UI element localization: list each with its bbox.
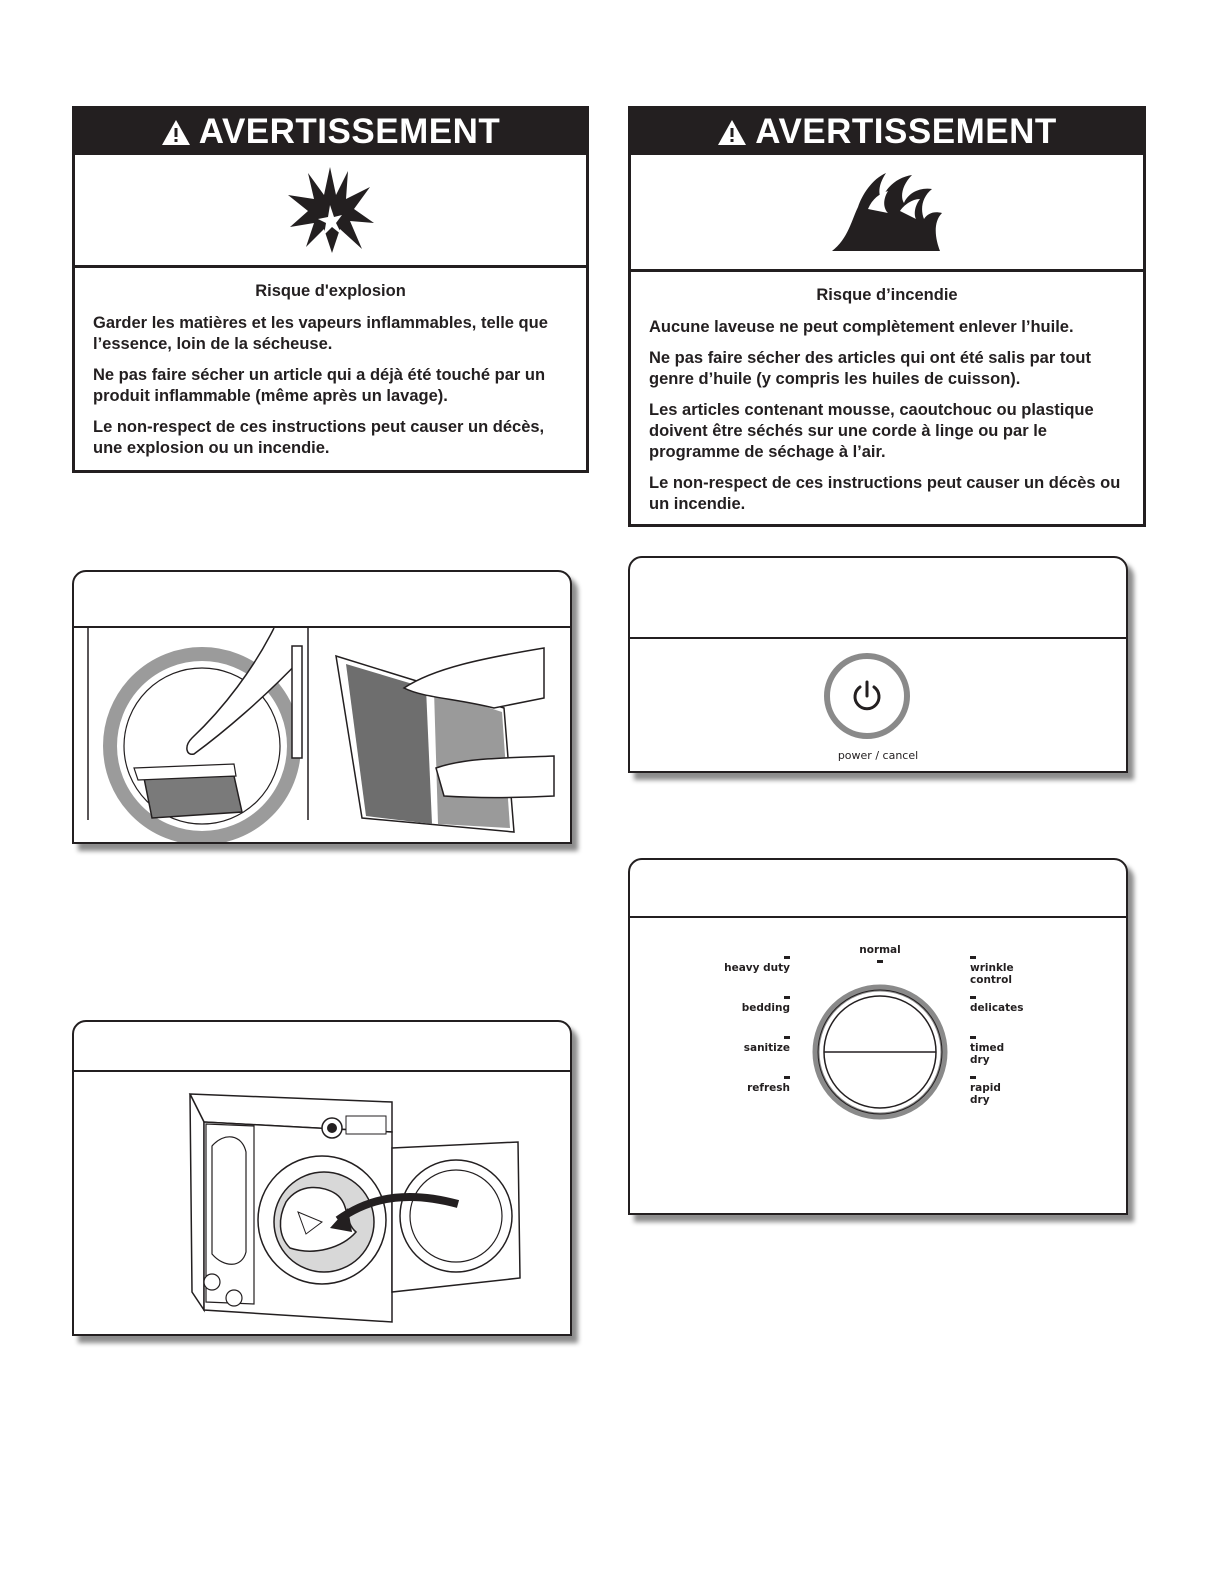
cycle-delicates[interactable] — [970, 996, 1040, 1014]
warning-paragraph: Le non-respect de ces instructions peut causer un décès, une explosion ou un incendie. — [93, 418, 545, 457]
warning-header-text: AVERTISSEMENT — [755, 112, 1057, 151]
explosion-pictogram — [75, 155, 586, 268]
warning-triangle-icon — [717, 119, 747, 146]
warning-title: Risque d'explosion — [255, 282, 406, 300]
cycle-label: bedding — [741, 1002, 790, 1014]
fire-pictogram — [631, 155, 1143, 272]
power-cancel-label: power / cancel — [837, 749, 919, 762]
cycle-timed-dry[interactable] — [970, 1036, 1040, 1066]
cycle-label: wrinkle control — [970, 962, 1014, 986]
warning-triangle-icon — [161, 119, 191, 146]
cycle-sanitize[interactable] — [720, 1036, 790, 1054]
cycle-knob-icon[interactable] — [812, 984, 948, 1120]
panel-header — [74, 1022, 570, 1072]
warning-paragraph: Les articles contenant mousse, caoutchouc ou plastique doivent être séchés sur une corde à linge ou par le programme de séchage à l’air. — [649, 401, 1094, 461]
cycle-label: rapid dry — [970, 1082, 1001, 1106]
power-panel — [628, 556, 1128, 773]
cycle-bedding[interactable] — [720, 996, 790, 1014]
warning-paragraph: Garder les matières et les vapeurs inflammables, telle que l’essence, loin de la sécheuse. — [93, 314, 548, 353]
dryer-loading-illustration — [74, 1072, 570, 1334]
lint-filter-panel — [72, 570, 572, 844]
warning-title: Risque d’incendie — [816, 286, 958, 304]
fire-icon — [828, 169, 946, 255]
explosion-icon — [286, 165, 376, 255]
cycle-wrinkle-control[interactable] — [970, 956, 1040, 986]
cycle-label: normal — [859, 944, 901, 956]
lint-filter-illustration — [74, 628, 570, 842]
cycle-label: sanitize — [743, 1042, 790, 1054]
cycle-heavy-duty[interactable] — [720, 956, 790, 974]
explosion-warning-box — [72, 106, 589, 473]
cycle-normal[interactable] — [854, 944, 906, 963]
panel-header — [630, 860, 1126, 918]
fire-warning-box — [628, 106, 1146, 527]
warning-paragraph: Ne pas faire sécher un article qui a déjà été touché par un produit inflammable (même après un lavage). — [93, 366, 546, 405]
panel-header — [630, 558, 1126, 639]
cycle-rapid-dry[interactable] — [970, 1076, 1040, 1106]
cycle-refresh[interactable] — [720, 1076, 790, 1094]
cycle-label: delicates — [970, 1002, 1024, 1014]
warning-paragraph: Aucune laveuse ne peut complètement enlever l’huile. — [649, 318, 1074, 336]
panel-header — [74, 572, 570, 628]
cycle-label: heavy duty — [724, 962, 790, 974]
dryer-loading-panel — [72, 1020, 572, 1336]
cycle-panel — [628, 858, 1128, 1215]
power-icon — [849, 678, 885, 714]
warning-header-text: AVERTISSEMENT — [198, 112, 501, 151]
warning-paragraph: Le non-respect de ces instructions peut causer un décès ou un incendie. — [649, 474, 1121, 513]
power-cancel-button[interactable] — [824, 653, 910, 739]
warning-header — [631, 109, 1143, 155]
cycle-label: refresh — [747, 1082, 790, 1094]
cycle-label: timed dry — [970, 1042, 1005, 1066]
warning-header — [75, 109, 586, 155]
warning-paragraph: Ne pas faire sécher des articles qui ont été salis par tout genre d’huile (y compris les huiles de cuisson). — [649, 349, 1091, 388]
